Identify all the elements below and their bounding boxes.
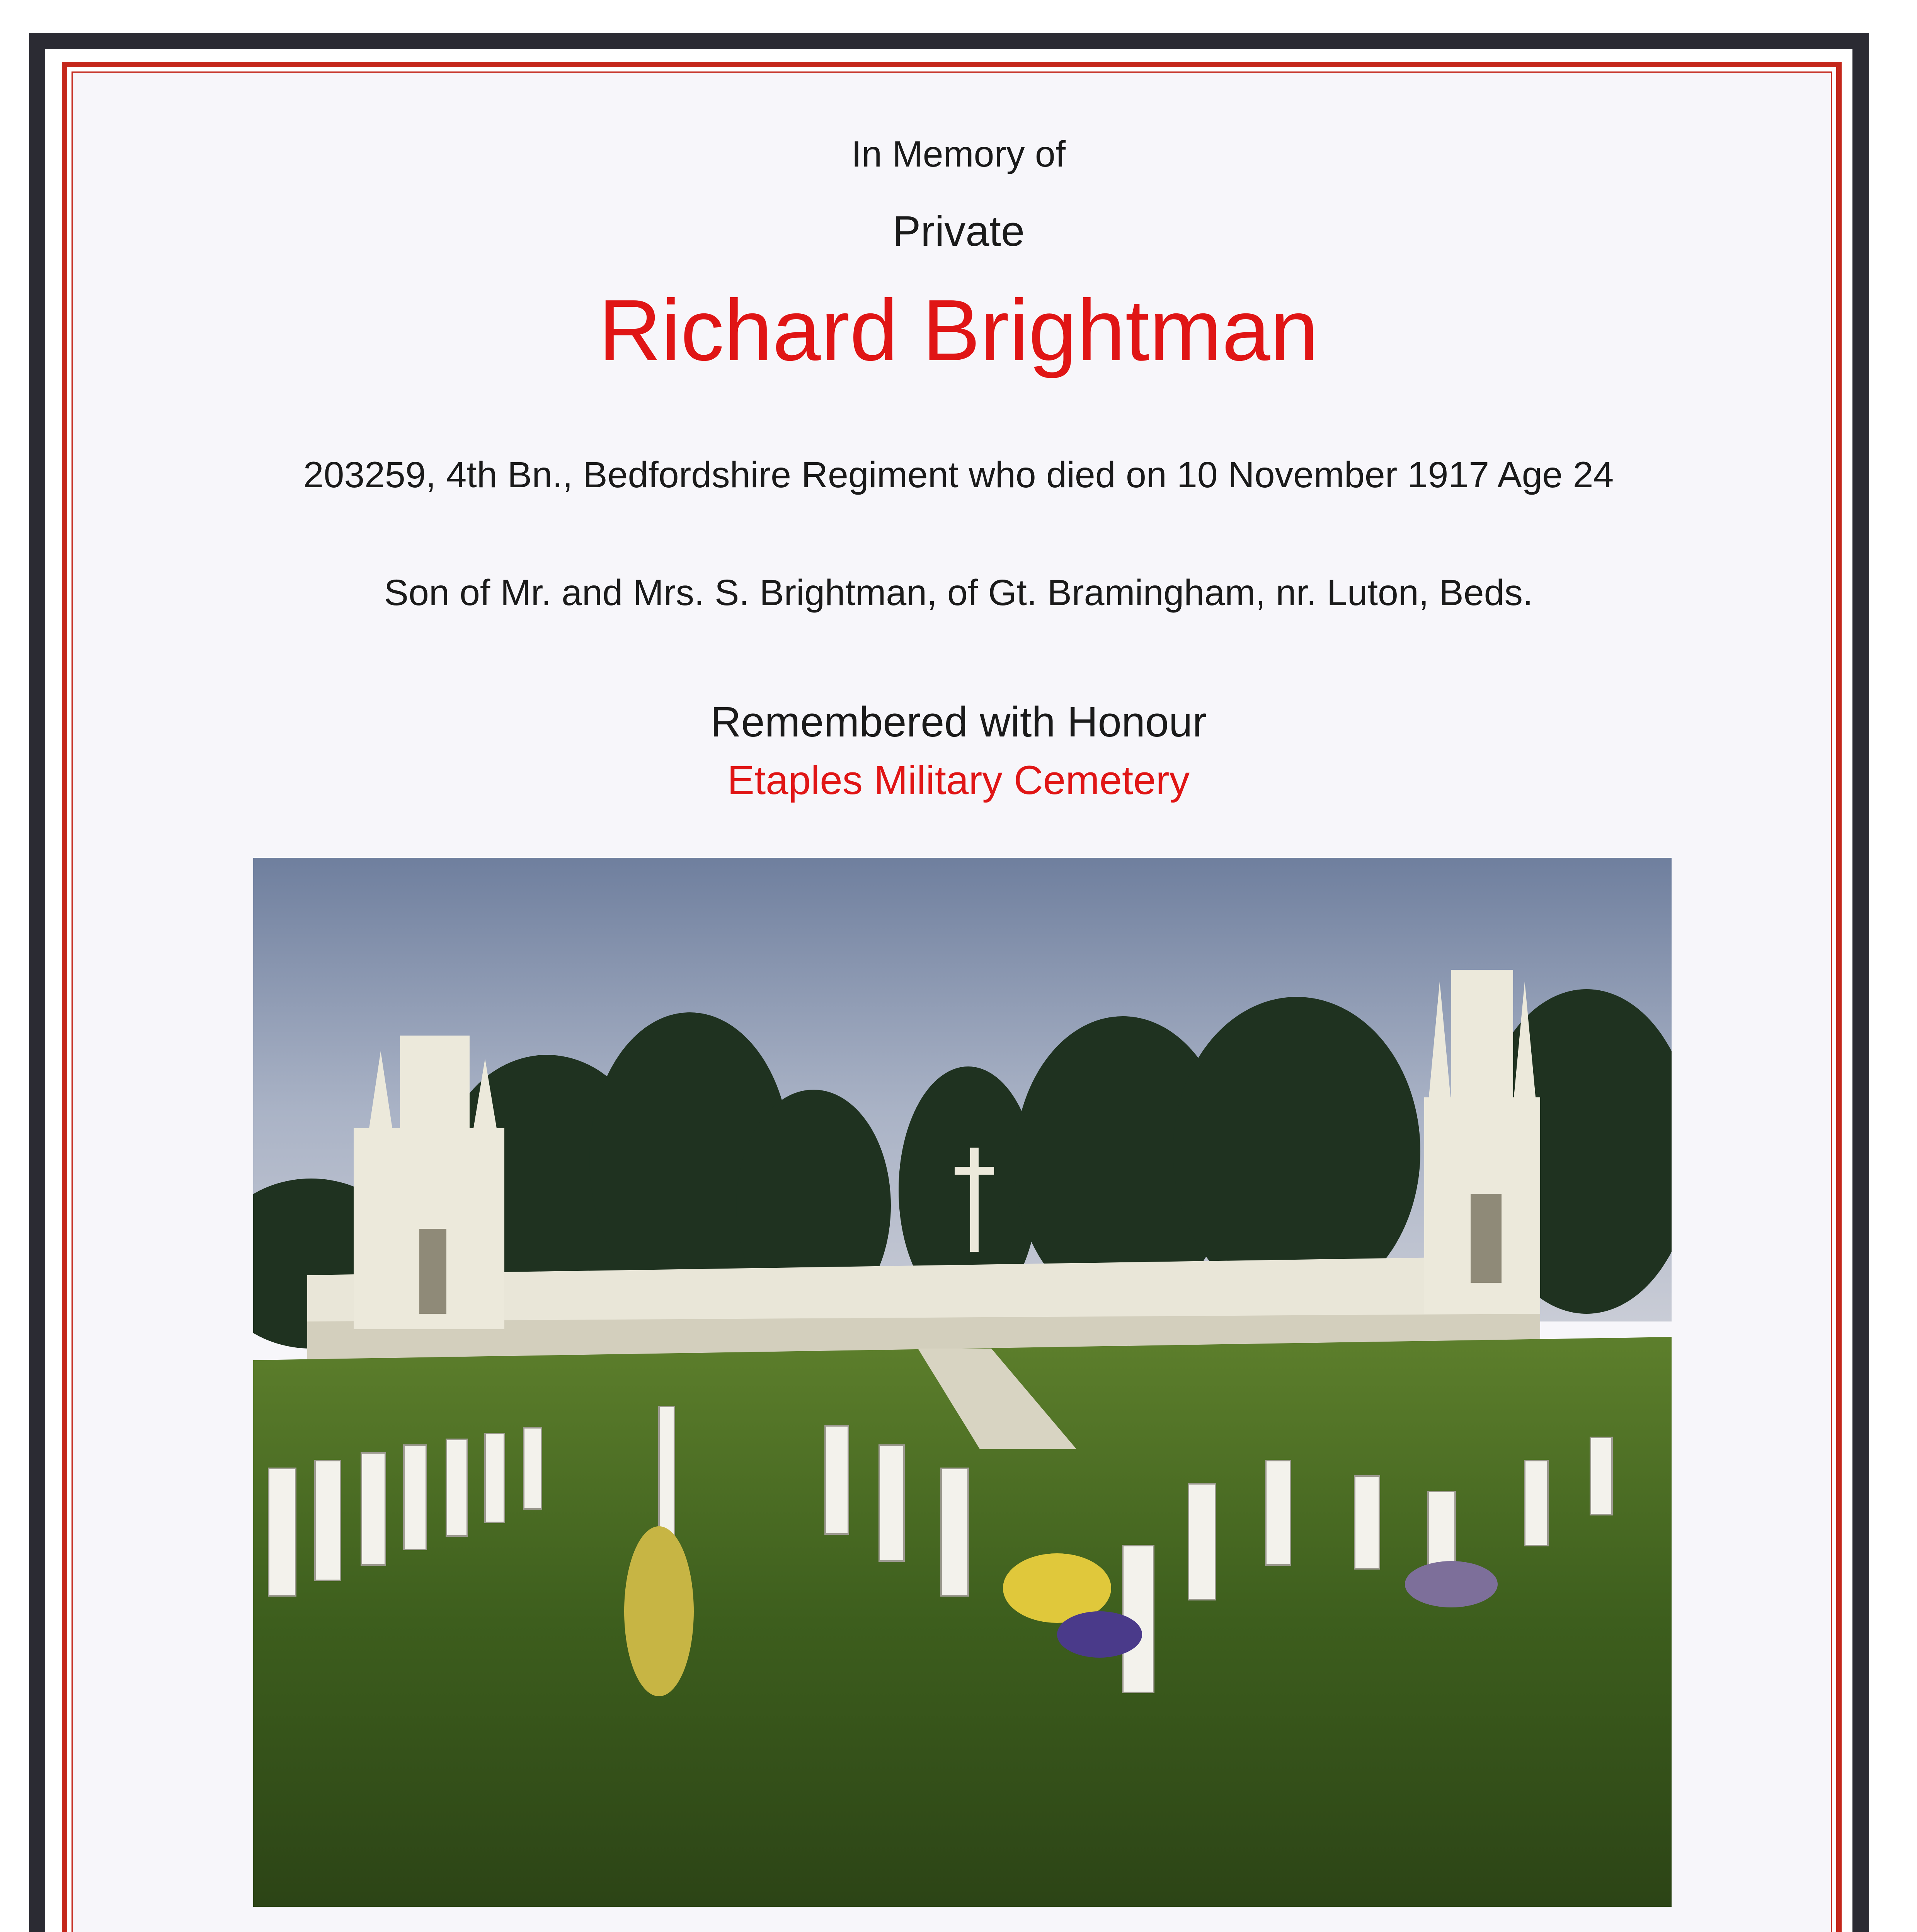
cemetery-photo <box>253 858 1672 1907</box>
honour-line: Remembered with Honour <box>710 698 1207 746</box>
heading: In Memory of <box>851 134 1066 175</box>
service-details: 203259, 4th Bn., Bedfordshire Regiment who died on 10 November 1917 Age 24 <box>303 454 1614 495</box>
cemetery-name: Etaples Military Cemetery <box>727 758 1190 803</box>
rank: Private <box>892 207 1025 255</box>
casualty-name: Richard Brightman <box>598 281 1319 379</box>
family-details: Son of Mr. and Mrs. S. Brightman, of Gt. Bramingham, nr. Luton, Beds. <box>384 572 1533 613</box>
